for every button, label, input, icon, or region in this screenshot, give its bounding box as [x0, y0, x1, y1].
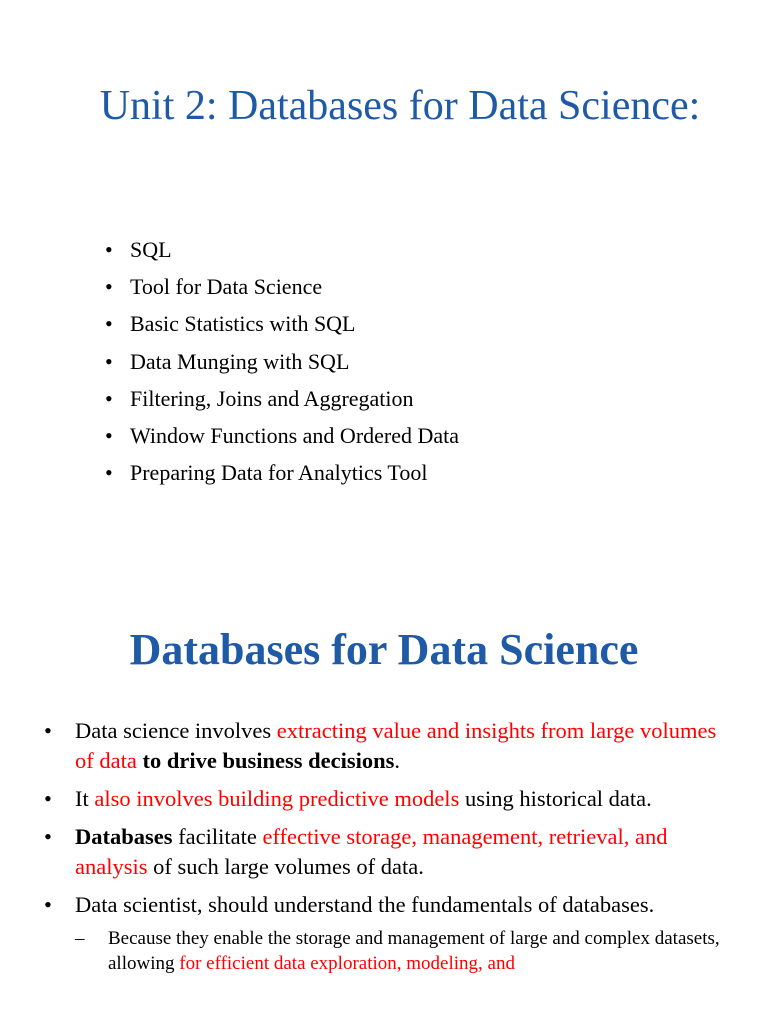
list-item: • SQL: [105, 231, 459, 268]
highlight-text: also involves building predictive models: [94, 786, 460, 811]
slide-databases-for-data-science: [0, 590, 768, 1024]
sub-list-item: – Because they enable the storage and management of large and complex datasets, allowing for efficient data exploration, modeling, and: [75, 928, 720, 974]
bullet-icon: •: [105, 274, 113, 300]
list-item: • Window Functions and Ordered Data: [105, 417, 459, 454]
emphasis-text: to drive business decisions: [142, 748, 395, 773]
list-item: • Preparing Data for Analytics Tool: [105, 454, 459, 491]
slide-title: Unit 2: Databases for Data Science:: [99, 83, 701, 129]
highlight-text: effective storage, management, retrieval, and analysis: [75, 824, 668, 879]
bullet-list: [44, 716, 734, 984]
bullet-icon: •: [44, 718, 52, 743]
list-item: • It also involves building predictive models using historical data.: [44, 784, 734, 814]
bullet-icon: •: [44, 786, 52, 811]
bullet-icon: •: [44, 892, 52, 917]
emphasis-text: Databases: [75, 824, 173, 849]
topic-list: [105, 231, 459, 491]
dash-icon: –: [75, 928, 85, 949]
sub-list: [75, 926, 734, 976]
bullet-icon: •: [105, 311, 113, 337]
list-item: • Data scientist, should understand the fundamentals of databases. – Because they enable the storage and management of large and complex datasets, allowing for efficient data exploration, modeling, and: [44, 890, 734, 976]
list-item: • Basic Statistics with SQL: [105, 305, 459, 342]
bullet-icon: •: [105, 460, 113, 486]
list-item: • Tool for Data Science: [105, 268, 459, 305]
list-item: • Data science involves extracting value and insights from large volumes of data to drive business decisions.: [44, 718, 717, 773]
bullet-icon: •: [105, 423, 113, 449]
bullet-icon: •: [44, 824, 52, 849]
list-item: • Filtering, Joins and Aggregation: [105, 380, 459, 417]
list-item: • Data Munging with SQL: [105, 343, 459, 380]
bullet-icon: •: [105, 348, 113, 374]
highlight-text: for efficient data exploration, modeling, and: [179, 953, 515, 974]
bullet-icon: •: [105, 385, 113, 411]
bullet-icon: •: [105, 237, 113, 262]
highlight-text: extracting value and insights from large volumes of data: [75, 718, 717, 773]
slide-title: Databases for Data Science: [129, 625, 639, 674]
list-item: • Databases facilitate effective storage, management, retrieval, and analysis of such large volumes of data.: [44, 824, 668, 879]
